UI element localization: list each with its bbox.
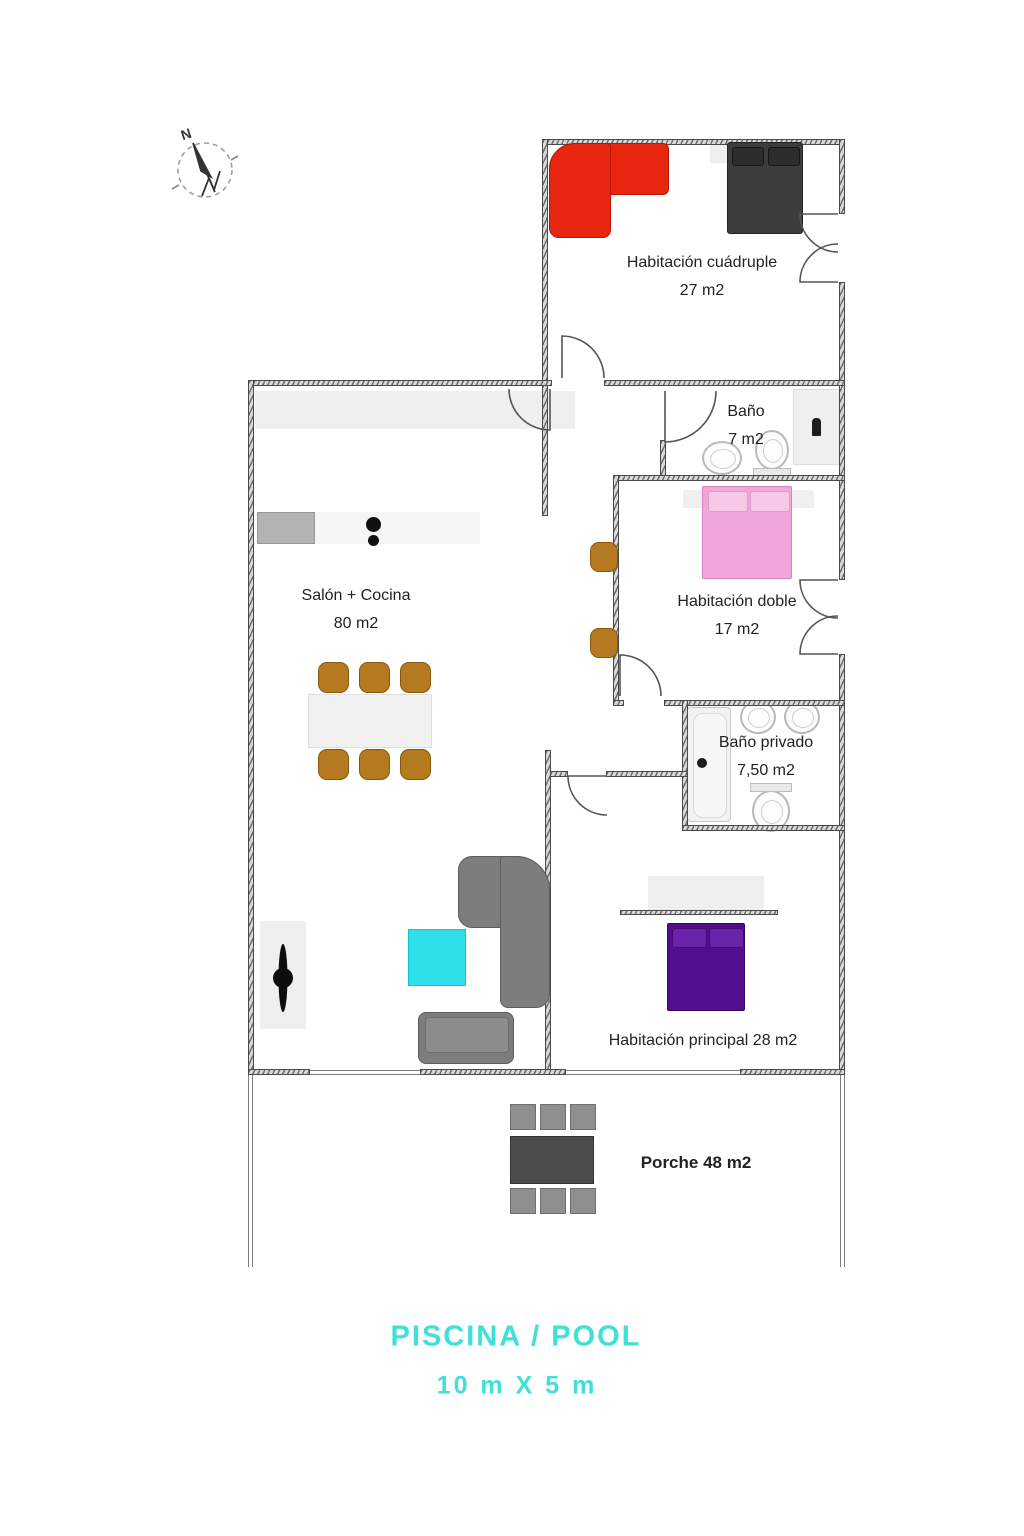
label-bano-privado [719, 729, 813, 785]
label-habitacion-doble [677, 588, 796, 644]
label-bano [727, 398, 764, 454]
door-doble [620, 655, 661, 696]
room-name: Habitación doble [677, 593, 797, 610]
pool-title: PISCINA / POOL [390, 1320, 642, 1353]
room-name: Habitación cuádruple [626, 254, 778, 271]
compass-north-label: N [178, 124, 194, 144]
door-principal [568, 776, 607, 815]
label-habitacion-principal [609, 1027, 798, 1055]
pool-size: 10 m X 5 m [436, 1371, 598, 1400]
label-habitacion-cuadruple [627, 249, 777, 305]
room-area: 80 m2 [333, 615, 379, 632]
room-area: 17 m2 [714, 621, 760, 638]
plant-icon [273, 944, 293, 1012]
room-name: Baño [727, 403, 765, 420]
french-door-cuadruple [800, 214, 838, 282]
door-bano [665, 391, 716, 442]
label-porche [641, 1148, 752, 1178]
room-name: Baño privado [718, 734, 814, 751]
room-name: Habitación principal 28 m2 [608, 1032, 798, 1049]
compass-icon [172, 143, 238, 197]
room-name: Porche 48 m2 [640, 1153, 752, 1173]
room-area: 7 m2 [728, 431, 764, 448]
room-area: 7,50 m2 [737, 762, 795, 779]
door-cuadruple-entry [509, 336, 604, 430]
room-name: Salón + Cocina [301, 587, 411, 604]
room-area: 27 m2 [679, 282, 725, 299]
label-salon-cocina [302, 582, 411, 638]
french-door-doble [800, 580, 838, 654]
